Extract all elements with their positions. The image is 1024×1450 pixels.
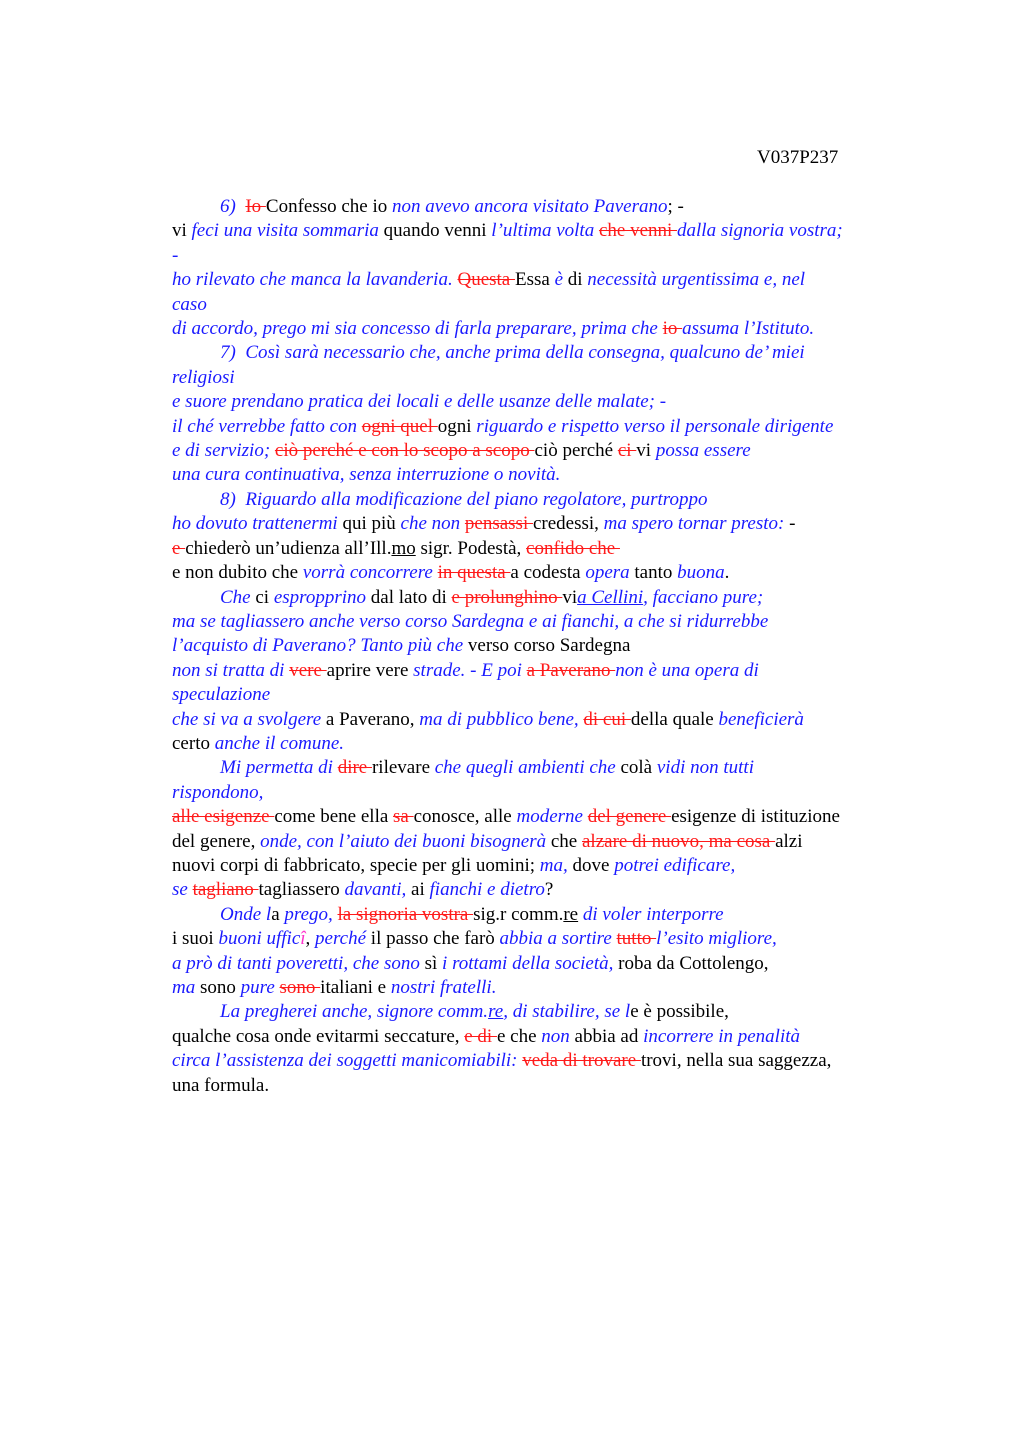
blue-italic-text: buona [677, 562, 725, 584]
plain-text: come bene ella [274, 806, 394, 828]
struck-text: che venni [598, 220, 678, 242]
struck-text: pensassi [464, 513, 533, 535]
plain-text: italiani e [320, 977, 391, 998]
blue-italic-text: assuma l’Istituto. [682, 318, 815, 340]
struck-text: veda di trovare [522, 1050, 641, 1072]
text-line [172, 1000, 902, 1024]
blue-italic-text: Onde l [220, 903, 272, 925]
plain-text: ogni [437, 415, 477, 437]
letter-body [172, 195, 902, 1098]
text-line [172, 415, 902, 439]
text-line [172, 952, 902, 976]
blue-italic-text: l’ultima volta [491, 220, 599, 242]
struck-text: in questa [437, 562, 511, 584]
text-line [172, 366, 902, 390]
blue-italic-text: e di servizio; [172, 440, 275, 462]
blue-italic-text: circa l’assistenza dei soggetti manicomiabili: [172, 1050, 523, 1072]
blue-italic-text: l’acquisto di Paverano? Tanto più che [172, 635, 464, 657]
blue-italic-text: non è una opera di [615, 659, 759, 681]
blue-italic-text: che quegli ambienti che [434, 757, 616, 779]
blue-italic-text: moderne [516, 806, 588, 828]
plain-text: tanto [629, 562, 678, 584]
plain-text: aprire vere [326, 659, 414, 681]
struck-text: dire [337, 757, 372, 779]
plain-text: ciò perché [534, 440, 618, 462]
text-line [172, 805, 902, 829]
blue-italic-text: possa essere [655, 440, 751, 462]
plain-text: roba da Cottolengo, [613, 952, 769, 974]
blue-italic-text: dalla signoria vostra; [677, 220, 843, 242]
blue-italic-text: di accordo, prego mi sia concesso di farla preparare, prima che [172, 318, 663, 340]
blue-italic-text: vidi non tutti [656, 757, 754, 779]
plain-text: , [305, 928, 316, 950]
blue-italic-text: riguardo e rispetto verso il personale dirigente [476, 415, 834, 437]
plain-text: conosce, alle [413, 806, 517, 828]
struck-text: di cui [583, 708, 631, 730]
text-line [172, 439, 902, 463]
struck-text: io [662, 318, 683, 340]
blue-italic-text: ma se tagliassero anche verso corso Sardegna e ai fianchi, a che si ridurrebbe [172, 610, 769, 632]
blue-italic-text: il ché verrebbe fatto con [172, 415, 362, 437]
blue-italic-text: davanti, [344, 879, 407, 901]
plain-text: ai [406, 879, 430, 901]
text-line [172, 659, 902, 683]
blue-italic-text: necessità urgentissima e, nel [587, 269, 806, 291]
blue-italic-text: ho dovuto trattenermi [172, 513, 338, 535]
plain-text: dove [567, 854, 615, 876]
plain-text: dal lato di [366, 586, 452, 608]
magenta-text: î [300, 928, 306, 950]
blue-italic-text: non avevo ancora visitato Paverano [392, 196, 668, 217]
blue-italic-text: nostri fratelli. [390, 977, 497, 998]
blue-italic-text: ma, [539, 854, 568, 876]
plain-text: rilevare [371, 757, 435, 779]
blue-italic-text: , facciano pure; [643, 586, 764, 608]
blue-italic-text: ho rilevato che manca la lavanderia. [172, 269, 458, 291]
blue-italic-text: è [554, 269, 563, 291]
plain-text: nuovi corpi di fabbricato, specie per gli uomini; [172, 854, 540, 876]
blue-italic-text: e suore prendano pratica dei locali e delle usanze delle malate; - [172, 391, 667, 413]
plain-text: della quale [630, 708, 719, 730]
plain-text: ? [544, 879, 554, 901]
blue-italic-text: pure [240, 977, 280, 998]
text-line [172, 610, 902, 634]
blue-italic-text: non [541, 1025, 570, 1047]
blue-italic-text: opera [585, 562, 630, 584]
plain-text: . [724, 562, 730, 584]
plain-text: vi [172, 220, 192, 242]
blue-italic-text: Mi permetta di [220, 757, 338, 779]
plain-text: i suoi [172, 928, 219, 950]
plain-text: e non dubito che [172, 562, 303, 584]
blue-italic-text: 7) Così sarà necessario che, anche prima della consegna, qualcuno de’ miei [220, 342, 805, 364]
plain-text: qualche cosa onde evitarmi seccature, [172, 1025, 465, 1047]
text-line [172, 1049, 902, 1073]
plain-text: chiederò un’udienza all’Ill. [185, 537, 392, 559]
blue-italic-text: ma di pubblico bene, [419, 708, 584, 730]
blue-italic-text: che non [400, 513, 465, 535]
struck-text: e di [464, 1025, 497, 1047]
plain-text: colà [615, 757, 657, 779]
plain-text: credessi, [532, 513, 604, 535]
plain-text: esigenze di istituzione [671, 806, 840, 828]
plain-text: sono [195, 977, 241, 998]
blue-italic-text: , di stabilire, se l [503, 1001, 631, 1023]
text-line [172, 878, 902, 902]
struck-text: a Paverano [526, 659, 616, 681]
text-line [172, 537, 902, 561]
blue-italic-text: buoni uffic [218, 928, 301, 950]
plain-text: quando venni [378, 220, 492, 242]
text-line [172, 732, 902, 756]
blue-italic-text: feci una visita sommaria [191, 220, 379, 242]
blue-italic-text: 8) Riguardo alla modificazione del piano regolatore, purtroppo [220, 488, 708, 510]
blue-italic-text: non si tratta di [172, 659, 290, 681]
struck-text: confido che [526, 537, 620, 559]
plain-text: - [784, 513, 796, 535]
blue-italic-text: caso [172, 293, 207, 315]
text-line [172, 976, 902, 1000]
struck-text: e prolunghino [451, 586, 563, 608]
plain-text: certo [172, 732, 215, 754]
blue-italic-text: - [172, 244, 179, 266]
blue-italic-text: onde, con l’aiuto dei buoni bisognerà [260, 830, 547, 852]
struck-text: tagliano [192, 879, 259, 901]
struck-text: alle esigenze [172, 806, 275, 828]
blue-italic-text: i rottami della società, [442, 952, 614, 974]
struck-text: ci [617, 440, 637, 462]
text-line [172, 488, 902, 512]
plain-text: qui più [337, 513, 401, 535]
text-line [172, 390, 902, 414]
blue-italic-text: La pregherei anche, signore comm. [220, 1001, 489, 1023]
plain-text: e che [496, 1025, 542, 1047]
blue-italic-text: anche il comune. [214, 732, 344, 754]
blue-italic-text: perché [315, 928, 367, 950]
struck-text: Questa [457, 269, 515, 291]
plain-text: che [546, 830, 582, 852]
blue-italic-text: ma [172, 977, 196, 998]
plain-text: trovi, nella sua saggezza, [640, 1050, 832, 1072]
blue-italic-text: se [172, 879, 193, 901]
blue-italic-text: Che [220, 586, 251, 608]
text-line [172, 586, 902, 610]
blue-italic-text: incorrere in penalità [643, 1025, 801, 1047]
plain-text: il passo che farò [366, 928, 500, 950]
struck-text: la signoria vostra [337, 903, 474, 925]
text-line [172, 634, 902, 658]
plain-text: ci [250, 586, 274, 608]
blue-italic-text: strade. - E poi [413, 659, 527, 681]
plain-text: a codesta [510, 562, 586, 584]
blue-italic-text: di voler interporre [578, 903, 724, 925]
struck-text: vere [289, 659, 327, 681]
plain-text: alzi [775, 830, 803, 852]
struck-text: sono [279, 977, 321, 998]
text-line [172, 903, 902, 927]
struck-text: ciò perché e con lo scopo a scopo [274, 440, 535, 462]
blue-underlined-text: a Cellini [577, 586, 644, 608]
plain-text: vi [636, 440, 656, 462]
blue-italic-text: prego, [284, 903, 338, 925]
blue-italic-text: abbia a sortire [499, 928, 617, 950]
text-line [172, 293, 902, 317]
plain-text: Essa [514, 269, 555, 291]
text-line [172, 268, 902, 292]
blue-italic-text: ma spero tornar presto: [603, 513, 785, 535]
plain-text: a Paverano, [321, 708, 420, 730]
plain-text: verso corso Sardegna [463, 635, 631, 657]
plain-text: sig.r comm. [473, 903, 564, 925]
blue-italic-text: religiosi [172, 366, 235, 388]
blue-italic-text: una cura continuativa, senza interruzione o novità. [172, 464, 561, 486]
text-line [172, 854, 902, 878]
underlined-text: mo [391, 537, 416, 559]
plain-text: abbia ad [569, 1025, 644, 1047]
text-line [172, 781, 902, 805]
text-line [172, 219, 902, 243]
plain-text: Confesso che io [265, 196, 393, 217]
plain-text: di [563, 269, 588, 291]
plain-text: sigr. Podestà, [415, 537, 527, 559]
struck-text: Io [245, 196, 266, 217]
blue-italic-text: fianchi e dietro [429, 879, 545, 901]
text-line [172, 683, 902, 707]
text-line [172, 708, 902, 732]
text-line [172, 561, 902, 585]
text-line [172, 756, 902, 780]
plain-text: sì [419, 952, 443, 974]
blue-italic-text: speculazione [172, 684, 271, 706]
struck-text: tutto [616, 928, 657, 950]
underlined-text: re [563, 903, 579, 925]
text-line [172, 830, 902, 854]
blue-italic-text: a prò di tanti poveretti, che sono [172, 952, 420, 974]
plain-text: e è possibile, [630, 1001, 729, 1023]
text-line [172, 512, 902, 536]
blue-italic-text: che si va a svolgere [172, 708, 322, 730]
plain-text: del genere, [172, 830, 261, 852]
blue-italic-text: beneficierà [718, 708, 804, 730]
struck-text: sa [393, 806, 414, 828]
text-line [172, 195, 902, 219]
plain-text: ; - [667, 196, 684, 217]
struck-text: del genere [587, 806, 672, 828]
text-line [172, 244, 902, 268]
plain-text: tagliassero [258, 879, 345, 901]
text-line [172, 341, 902, 365]
struck-text: ogni quel [361, 415, 438, 437]
plain-text: a [271, 903, 285, 925]
text-line [172, 1074, 902, 1098]
blue-italic-text: 6) [220, 196, 246, 217]
blue-italic-text: espropprino [273, 586, 367, 608]
struck-text: e [172, 537, 186, 559]
text-line [172, 463, 902, 487]
text-line [172, 927, 902, 951]
blue-italic-text: vorrà concorrere [302, 562, 438, 584]
blue-italic-text: potrei edificare, [614, 854, 736, 876]
blue-underlined-text: re [488, 1001, 504, 1023]
struck-text: alzare di nuovo, ma cosa [582, 830, 776, 852]
plain-text: vi [562, 586, 578, 608]
text-line [172, 317, 902, 341]
page-identifier: V037P237 [757, 147, 839, 168]
plain-text: una formula. [172, 1074, 270, 1096]
blue-italic-text: rispondono, [172, 781, 264, 803]
blue-italic-text: l’esito migliore, [656, 928, 777, 950]
text-line [172, 1025, 902, 1049]
